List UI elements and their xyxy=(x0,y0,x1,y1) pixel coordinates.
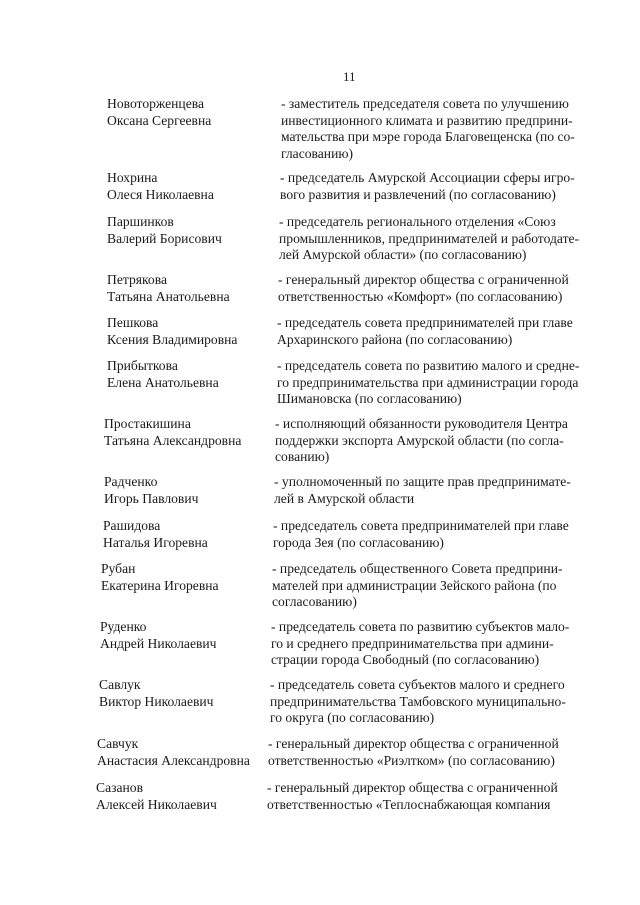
page-number: 11 xyxy=(343,69,356,84)
member-role-line: - председатель общественного Совета предприни- xyxy=(272,561,563,576)
member-role xyxy=(271,619,601,669)
member-role-line: поддержки экспорта Амурской области (по согла- xyxy=(275,432,564,448)
member-given-names: Екатерина Игоревна xyxy=(101,577,219,593)
member-role-line: мателей при администрации Зейского района (по xyxy=(272,577,557,593)
member-role-line: страции города Свободный (по согласованию) xyxy=(271,652,540,667)
member-role xyxy=(281,96,611,162)
member-given-names: Елена Анатольевна xyxy=(107,374,219,390)
member-surname: Рашидова xyxy=(103,518,161,533)
member-role-line: го предпринимательства при администрации города xyxy=(277,374,579,390)
member-name xyxy=(107,214,272,247)
member-surname: Простакишина xyxy=(104,416,191,431)
member-given-names: Олеся Николаевна xyxy=(107,186,214,202)
member-name xyxy=(107,170,272,203)
member-role-line: согласованию) xyxy=(272,594,357,609)
member-role-line: - заместитель председателя совета по улучшению xyxy=(281,96,569,111)
member-role-line: - председатель совета предпринимателей при главе xyxy=(277,315,573,330)
member-given-names: Виктор Николаевич xyxy=(99,693,214,709)
member-role xyxy=(277,358,607,408)
member-role xyxy=(273,518,603,551)
member-surname: Савчук xyxy=(97,736,139,751)
member-name xyxy=(103,518,268,551)
member-name xyxy=(104,416,269,449)
member-role-line: - исполняющий обязанности руководителя Центра xyxy=(275,416,568,431)
member-role-line: лей в Амурской области xyxy=(274,490,415,506)
member-given-names: Наталья Игоревна xyxy=(103,534,208,550)
member-surname: Руденко xyxy=(100,619,147,634)
member-role-line: - председатель регионального отделения «Союз xyxy=(279,214,556,229)
member-surname: Рубан xyxy=(101,561,136,576)
member-role-line: - председатель совета по развитию субъектов мало- xyxy=(271,619,570,634)
member-role xyxy=(278,272,608,305)
member-surname: Савлук xyxy=(99,677,141,692)
member-role xyxy=(268,736,598,769)
member-role-line: промышленников, предпринимателей и работодате- xyxy=(279,230,580,246)
member-role-line: сованию) xyxy=(275,449,330,464)
member-surname: Пешкова xyxy=(107,315,159,330)
member-role-line: гласованию) xyxy=(281,145,354,161)
member-surname: Нохрина xyxy=(107,170,158,185)
member-role-line: Архаринского района (по согласованию) xyxy=(277,331,513,347)
member-name xyxy=(96,780,261,813)
member-role-line: Шимановска (по согласованию) xyxy=(277,391,462,406)
member-role-line: - генеральный директор общества с ограниченной xyxy=(267,780,558,795)
member-role xyxy=(274,474,604,507)
member-name xyxy=(107,358,272,391)
member-surname: Прибыткова xyxy=(107,358,178,373)
member-given-names: Оксана Сергеевна xyxy=(107,112,212,128)
member-given-names: Игорь Павлович xyxy=(104,490,199,506)
member-surname: Сазанов xyxy=(96,780,143,795)
member-name xyxy=(107,315,272,348)
member-surname: Петрякова xyxy=(107,272,167,287)
member-role-line: - уполномоченный по защите прав предпринимате- xyxy=(274,474,571,489)
member-role xyxy=(270,677,600,727)
member-role-line: мательства при мэре города Благовещенска (по со- xyxy=(281,129,575,144)
member-given-names: Татьяна Анатольевна xyxy=(107,288,230,304)
member-role-line: - председатель совета предпринимателей при главе xyxy=(273,518,569,533)
member-surname: Радченко xyxy=(104,474,158,489)
member-role-line: - председатель совета по развитию малого и средне- xyxy=(277,358,580,373)
member-role xyxy=(277,315,607,348)
member-surname: Паршинков xyxy=(107,214,174,229)
member-name xyxy=(100,619,265,652)
member-name xyxy=(107,272,272,305)
member-role xyxy=(267,780,597,813)
member-given-names: Алексей Николаевич xyxy=(96,796,217,812)
member-role-line: го и среднего предпринимательства при админи- xyxy=(271,635,554,651)
member-name xyxy=(97,736,262,769)
member-role-line: - председатель совета субъектов малого и среднего xyxy=(270,677,565,692)
member-role xyxy=(280,170,610,203)
member-role-line: ответственностью «Комфорт» (по согласованию) xyxy=(278,288,563,304)
member-role-line: лей Амурской области» (по согласованию) xyxy=(279,247,527,262)
member-surname: Новоторженцева xyxy=(107,96,205,111)
member-role xyxy=(275,416,605,466)
member-role xyxy=(279,214,609,264)
member-role xyxy=(272,561,602,611)
member-role-line: ответственностью «Теплоснабжающая компания xyxy=(267,796,551,812)
member-given-names: Татьяна Александровна xyxy=(104,432,242,448)
member-name xyxy=(107,96,272,129)
member-role-line: - генеральный директор общества с ограниченной xyxy=(278,272,569,287)
member-given-names: Валерий Борисович xyxy=(107,230,222,246)
member-given-names: Анастасия Александровна xyxy=(97,752,250,768)
member-role-line: инвестиционного климата и развитию предприни- xyxy=(281,112,573,128)
member-name xyxy=(104,474,269,507)
member-role-line: предпринимательства Тамбовского муниципально- xyxy=(270,693,566,709)
member-name xyxy=(101,561,266,594)
member-given-names: Андрей Николаевич xyxy=(100,635,217,651)
member-name xyxy=(99,677,264,710)
member-role-line: вого развития и развлечений (по согласованию) xyxy=(280,186,556,202)
member-role-line: ответственностью «Риэлтком» (по согласованию) xyxy=(268,752,555,768)
member-role-line: - председатель Амурской Ассоциации сферы игро- xyxy=(280,170,575,185)
member-role-line: - генеральный директор общества с ограниченной xyxy=(268,736,559,751)
member-role-line: го округа (по согласованию) xyxy=(270,710,435,725)
member-given-names: Ксения Владимировна xyxy=(107,331,238,347)
member-role-line: города Зея (по согласованию) xyxy=(273,534,444,550)
